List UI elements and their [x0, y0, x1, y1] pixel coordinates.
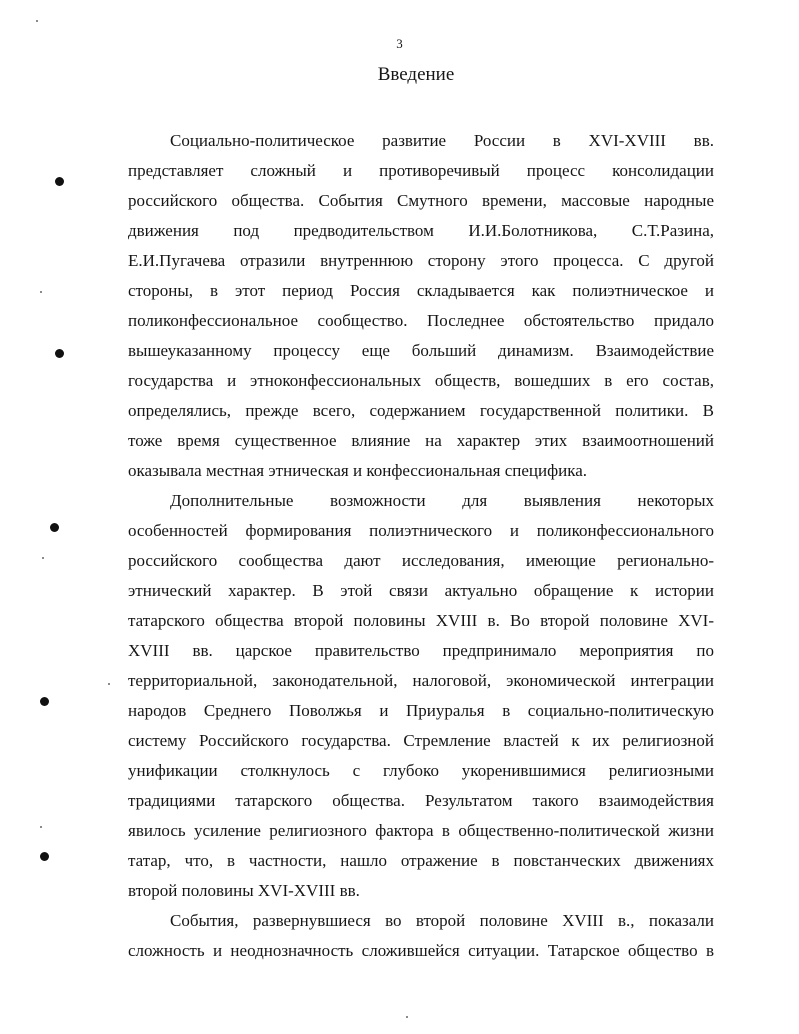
binding-hole-mark	[55, 177, 64, 186]
page-number: 3	[396, 36, 403, 51]
text-line: поликонфессиональное сообщество. Последнее обстоятельство придало	[128, 311, 714, 330]
text-line: тоже время существенное влияние на характер этих взаимоотношений	[128, 431, 714, 450]
text-line: сложность и неоднозначность сложившейся ситуации. Татарское общество в	[128, 941, 714, 960]
scan-speck	[40, 291, 42, 293]
text-line: определялись, прежде всего, содержанием государственной политики. В	[128, 401, 714, 420]
text-line: российского сообщества дают исследования, имеющие регионально-	[128, 551, 714, 570]
text-line: унификации столкнулось с глубоко укоренившимися религиозными	[128, 761, 714, 780]
scan-speck	[40, 826, 42, 828]
binding-hole-mark	[40, 852, 49, 861]
text-line: представляет сложный и противоречивый процесс консолидации	[128, 161, 714, 180]
text-line: стороны, в этот период Россия складывается как полиэтническое и	[128, 281, 714, 300]
text-line: татар, что, в частности, нашло отражение в повстанческих движениях	[128, 851, 714, 870]
binding-hole-mark	[55, 349, 64, 358]
binding-hole-mark	[50, 523, 59, 532]
page-title: Введение	[377, 64, 455, 85]
text-line: этнический характер. В этой связи актуально обращение к истории	[128, 581, 714, 600]
scan-speck	[36, 20, 38, 22]
scan-speck	[42, 557, 44, 559]
text-line: XVIII вв. царское правительство предпринимало мероприятия по	[128, 641, 714, 660]
text-line: Социально-политическое развитие России в XVI-XVIII вв.	[170, 131, 714, 150]
text-line: Е.И.Пугачева отразили внутреннюю сторону этого процесса. С другой	[128, 251, 714, 270]
text-line: татарского общества второй половины XVIII в. Во второй половине XVI-	[128, 611, 714, 630]
text-line: территориальной, законодательной, налоговой, экономической интеграции	[128, 671, 714, 690]
text-line: Дополнительные возможности для выявления некоторых	[170, 491, 714, 510]
text-line: государства и этноконфессиональных обществ, вошедших в его состав,	[128, 371, 714, 390]
text-line: вышеуказанному процессу еще больший динамизм. Взаимодействие	[128, 341, 714, 360]
scan-speck	[406, 1016, 408, 1018]
text-line: явилось усиление религиозного фактора в общественно-политической жизни	[128, 821, 714, 840]
text-line: События, развернувшиеся во второй половине XVIII в., показали	[170, 911, 714, 930]
text-line: особенностей формирования полиэтнического и поликонфессионального	[128, 521, 714, 540]
text-line: народов Среднего Поволжья и Приуралья в социально-политическую	[128, 701, 714, 720]
text-line: второй половины XVI-XVIII вв.	[128, 881, 360, 900]
text-line: оказывала местная этническая и конфессиональная специфика.	[128, 461, 588, 480]
text-line: традициями татарского общества. Результатом такого взаимодействия	[128, 791, 714, 810]
binding-hole-mark	[40, 697, 49, 706]
text-line: систему Российского государства. Стремление властей к их религиозной	[128, 731, 714, 750]
text-line: движения под предводительством И.И.Болотникова, С.Т.Разина,	[128, 221, 714, 240]
text-line: российского общества. События Смутного времени, массовые народные	[128, 191, 714, 210]
scan-speck	[108, 683, 110, 685]
